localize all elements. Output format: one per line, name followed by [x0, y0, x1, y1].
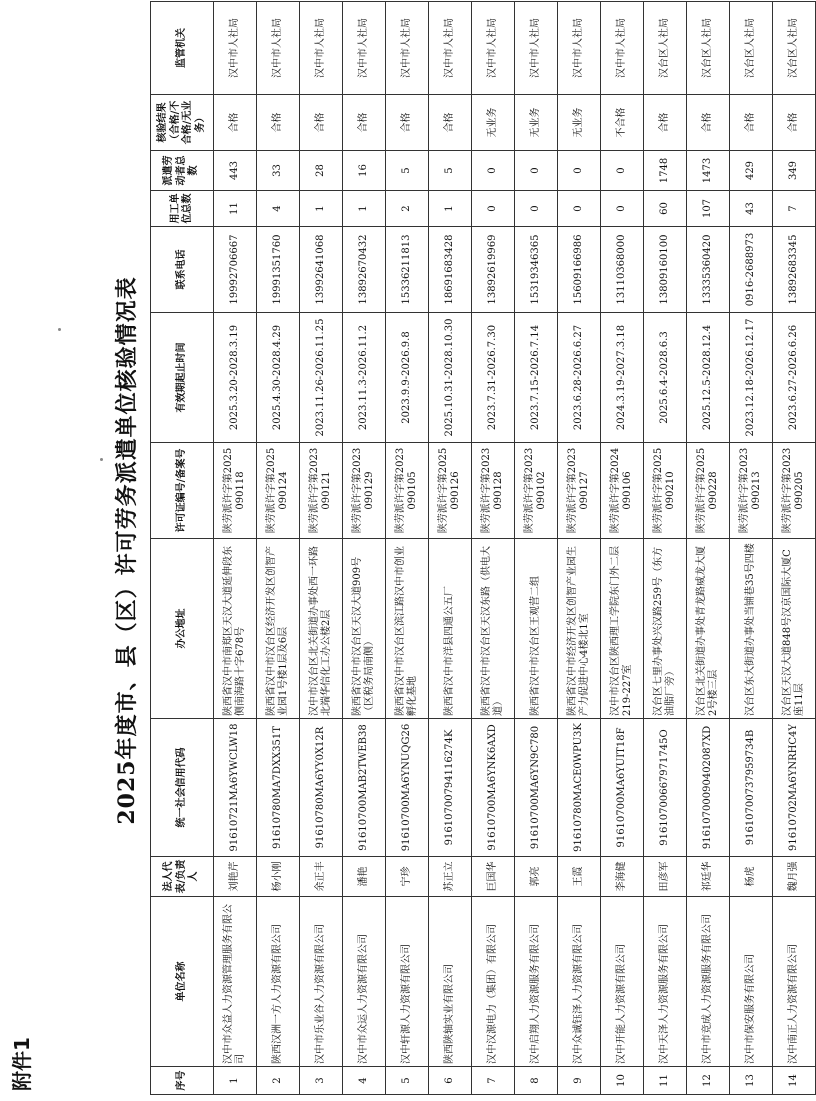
- contact-phone-cell: 13892670432: [343, 227, 386, 313]
- legal-representative-cell: 宁珍: [386, 857, 429, 897]
- unit-name-cell: 汉中市众益人力资源管理服务有限公司: [214, 897, 257, 1067]
- employer-count-cell: 1: [300, 191, 343, 227]
- employer-count-cell: 1: [429, 191, 472, 227]
- supervising-authority-cell: 汉中市人社局: [257, 2, 300, 95]
- header-cell: 序号: [151, 1067, 214, 1095]
- header-cell: 派遣劳动者总数: [151, 151, 214, 191]
- supervising-authority-cell: 汉台区人社局: [687, 2, 730, 95]
- unit-name-cell: 汉中市乐业谷人力资源有限公司: [300, 897, 343, 1067]
- validity-period-cell: 2023.6.27-2026.6.26: [773, 313, 816, 443]
- unit-name-cell: 汉中市保安服务有限公司: [730, 897, 773, 1067]
- credit-code-cell: 91610700MAB2TWEB38: [343, 719, 386, 857]
- legal-representative-cell: 杨小刚: [257, 857, 300, 897]
- table-row: [601, 2, 644, 1095]
- validity-period-cell: 2023.12.18-2026.12.17: [730, 313, 773, 443]
- credit-code-cell: 91610780MA7DXX351T: [257, 719, 300, 857]
- supervising-authority-cell: 汉台区人社局: [773, 2, 816, 95]
- legal-representative-cell: 巨国华: [472, 857, 515, 897]
- contact-phone-cell: 13335360420: [687, 227, 730, 313]
- legal-representative-cell: 杨虎: [730, 857, 773, 897]
- validity-period-cell: 2023.7.31-2026.7.30: [472, 313, 515, 443]
- office-address-cell: 汉台区七里办事处兴汉路259号（东方油脂厂旁）: [644, 539, 687, 719]
- validity-period-cell: 2024.3.19-2027.3.18: [601, 313, 644, 443]
- row-number-cell: 6: [429, 1067, 472, 1095]
- table-row: [558, 2, 601, 1095]
- unit-name-cell: 汉中汉源电力（集团）有限公司: [472, 897, 515, 1067]
- credit-code-cell: 91610700MA6YNUQG26: [386, 719, 429, 857]
- office-address-cell: 陕西省汉中市洋县四通公五厂: [429, 539, 472, 719]
- contact-phone-cell: 18691683428: [429, 227, 472, 313]
- office-address-cell: 陕西省汉中市汉台区王观营二组: [515, 539, 558, 719]
- license-number-cell: 陕劳派许字第2024090106: [601, 443, 644, 539]
- credit-code-cell: 91610780MA6YY0X12R: [300, 719, 343, 857]
- row-number-cell: 11: [644, 1067, 687, 1095]
- employer-count-cell: 60: [644, 191, 687, 227]
- contact-phone-cell: 15319346365: [515, 227, 558, 313]
- license-number-cell: 陕劳派许字第2023090121: [300, 443, 343, 539]
- supervising-authority-cell: 汉中市人社局: [558, 2, 601, 95]
- validity-period-cell: 2023.7.15-2026.7.14: [515, 313, 558, 443]
- credit-code-cell: 91610700794116274K: [429, 719, 472, 857]
- license-number-cell: 陕劳派许字第2023090127: [558, 443, 601, 539]
- table-row: [515, 2, 558, 1095]
- table-row: [644, 2, 687, 1095]
- office-address-cell: 陕西省汉中市南郑区天汉大道延伸段东侧南海路十字678号: [214, 539, 257, 719]
- legal-representative-cell: 余正丰: [300, 857, 343, 897]
- supervising-authority-cell: 汉中市人社局: [601, 2, 644, 95]
- unit-name-cell: 汉中南正人力资源有限公司: [773, 897, 816, 1067]
- unit-name-cell: 汉中市竞成人力资源服务有限公司: [687, 897, 730, 1067]
- table-header-row: [151, 2, 214, 1095]
- contact-phone-cell: 19992706667: [214, 227, 257, 313]
- office-address-cell: 陕西省汉中市汉台区滨江路汉中市创业孵化基地: [386, 539, 429, 719]
- row-number-cell: 12: [687, 1067, 730, 1095]
- dispatched-worker-count-cell: 33: [257, 151, 300, 191]
- dispatched-worker-count-cell: 5: [429, 151, 472, 191]
- unit-name-cell: 汉中轩源人力资源有限公司: [386, 897, 429, 1067]
- table-row: [343, 2, 386, 1095]
- office-address-cell: 陕西省汉中市经济开发区创智产业园生产力促进中心4楼北1室: [558, 539, 601, 719]
- dispatched-worker-count-cell: 0: [601, 151, 644, 191]
- row-number-cell: 1: [214, 1067, 257, 1095]
- supervising-authority-cell: 汉中市人社局: [429, 2, 472, 95]
- row-number-cell: 13: [730, 1067, 773, 1095]
- table-row: [429, 2, 472, 1095]
- header-cell: 单位名称: [151, 897, 214, 1067]
- row-number-cell: 9: [558, 1067, 601, 1095]
- unit-name-cell: 汉中天泽人力资源服务有限公司: [644, 897, 687, 1067]
- validity-period-cell: 2023.6.28-2026.6.27: [558, 313, 601, 443]
- contact-phone-cell: 13892619969: [472, 227, 515, 313]
- header-cell: 联系电话: [151, 227, 214, 313]
- supervising-authority-cell: 汉中市人社局: [300, 2, 343, 95]
- license-number-cell: 陕劳派许字第2023090129: [343, 443, 386, 539]
- credit-code-cell: 91610700MA6YUIT18F: [601, 719, 644, 857]
- unit-name-cell: 汉中开能人力资源有限公司: [601, 897, 644, 1067]
- table-row: [300, 2, 343, 1095]
- office-address-cell: 汉台区北关街道办事处青龙路威龙大厦2号楼三层: [687, 539, 730, 719]
- contact-phone-cell: 13110368000: [601, 227, 644, 313]
- employer-count-cell: 0: [558, 191, 601, 227]
- inspection-table: [150, 1, 816, 1095]
- inspection-result-cell: 合格: [386, 95, 429, 151]
- credit-code-cell: 91610700MA6YN9C780: [515, 719, 558, 857]
- header-cell: 用工单位总数: [151, 191, 214, 227]
- validity-period-cell: 2023.9.9-2026.9.8: [386, 313, 429, 443]
- dispatched-worker-count-cell: 349: [773, 151, 816, 191]
- office-address-cell: 汉台区东大街道办事处当铺巷35号四楼: [730, 539, 773, 719]
- supervising-authority-cell: 汉中市人社局: [214, 2, 257, 95]
- header-cell: 法人代表/负责人: [151, 857, 214, 897]
- attachment-label: 附件1: [10, 1037, 34, 1091]
- inspection-result-cell: 合格: [343, 95, 386, 151]
- legal-representative-cell: 刘艳芹: [214, 857, 257, 897]
- license-number-cell: 陕劳派许字第2023090205: [773, 443, 816, 539]
- license-number-cell: 陕劳派许字第2025090124: [257, 443, 300, 539]
- office-address-cell: 陕西省汉中市汉台区经济开发区创智产业园1号楼1层及6层: [257, 539, 300, 719]
- supervising-authority-cell: 汉中市人社局: [343, 2, 386, 95]
- license-number-cell: 陕劳派许字第2023090105: [386, 443, 429, 539]
- document-title: 2025年度市、县（区）许可劳务派遣单位核验情况表: [114, 276, 140, 825]
- dispatched-worker-count-cell: 5: [386, 151, 429, 191]
- license-number-cell: 陕劳派许字第2023090102: [515, 443, 558, 539]
- credit-code-cell: 91610702MA6YNRHC4Y: [773, 719, 816, 857]
- inspection-result-cell: 合格: [730, 95, 773, 151]
- contact-phone-cell: 13992641068: [300, 227, 343, 313]
- dispatched-worker-count-cell: 0: [472, 151, 515, 191]
- header-cell: 监管机关: [151, 2, 214, 95]
- validity-period-cell: 2023.11.3-2026.11.2: [343, 313, 386, 443]
- inspection-result-cell: 无业务: [472, 95, 515, 151]
- office-address-cell: 汉台区天汉大道848号汉京国际大厦C座11层: [773, 539, 816, 719]
- legal-representative-cell: 魏月强: [773, 857, 816, 897]
- dispatched-worker-count-cell: 429: [730, 151, 773, 191]
- credit-code-cell: 91610700737959734B: [730, 719, 773, 857]
- inspection-result-cell: 合格: [429, 95, 472, 151]
- supervising-authority-cell: 汉中市人社局: [386, 2, 429, 95]
- legal-representative-cell: 祁廷华: [687, 857, 730, 897]
- header-cell: 有效期起止时间: [151, 313, 214, 443]
- inspection-result-cell: 合格: [644, 95, 687, 151]
- row-number-cell: 4: [343, 1067, 386, 1095]
- legal-representative-cell: 潘艳: [343, 857, 386, 897]
- employer-count-cell: 107: [687, 191, 730, 227]
- validity-period-cell: 2025.10.31-2028.10.30: [429, 313, 472, 443]
- supervising-authority-cell: 汉台区人社局: [730, 2, 773, 95]
- license-number-cell: 陕劳派许字第2025090126: [429, 443, 472, 539]
- legal-representative-cell: 苏正立: [429, 857, 472, 897]
- header-cell: 许可证编号/备案号: [151, 443, 214, 539]
- table-row: [472, 2, 515, 1095]
- employer-count-cell: 4: [257, 191, 300, 227]
- header-cell: 统一社会信用代码: [151, 719, 214, 857]
- credit-code-cell: 91610700090402087XD: [687, 719, 730, 857]
- header-cell: 核验结果（合格/不合格/无业务）: [151, 95, 214, 151]
- office-address-cell: 汉中市汉台区北关街道办事处西一环路北端华信化工办公楼2层: [300, 539, 343, 719]
- inspection-result-cell: 无业务: [558, 95, 601, 151]
- legal-representative-cell: 郭亮: [515, 857, 558, 897]
- credit-code-cell: 91610700667971745O: [644, 719, 687, 857]
- unit-name-cell: 汉中启翔人力资源服务有限公司: [515, 897, 558, 1067]
- table-row: [687, 2, 730, 1095]
- validity-period-cell: 2023.11.26-2026.11.25: [300, 313, 343, 443]
- row-number-cell: 7: [472, 1067, 515, 1095]
- table-row: [386, 2, 429, 1095]
- employer-count-cell: 0: [601, 191, 644, 227]
- inspection-result-cell: 合格: [687, 95, 730, 151]
- employer-count-cell: 2: [386, 191, 429, 227]
- row-number-cell: 3: [300, 1067, 343, 1095]
- table-row: [730, 2, 773, 1095]
- validity-period-cell: 2025.6.4-2028.6.3: [644, 313, 687, 443]
- table-row: [773, 2, 816, 1095]
- dispatched-worker-count-cell: 0: [515, 151, 558, 191]
- unit-name-cell: 陕西汉洲一方人力资源有限公司: [257, 897, 300, 1067]
- inspection-result-cell: 无业务: [515, 95, 558, 151]
- credit-code-cell: 91610721MA6YWCLW18: [214, 719, 257, 857]
- row-number-cell: 14: [773, 1067, 816, 1095]
- office-address-cell: 汉中市汉台区陕西理工学院东门外二层219-227室: [601, 539, 644, 719]
- validity-period-cell: 2025.12.5-2028.12.4: [687, 313, 730, 443]
- inspection-result-cell: 合格: [773, 95, 816, 151]
- row-number-cell: 10: [601, 1067, 644, 1095]
- dispatched-worker-count-cell: 443: [214, 151, 257, 191]
- dispatched-worker-count-cell: 1473: [687, 151, 730, 191]
- contact-phone-cell: 15336211813: [386, 227, 429, 313]
- inspection-result-cell: 合格: [214, 95, 257, 151]
- employer-count-cell: 7: [773, 191, 816, 227]
- employer-count-cell: 11: [214, 191, 257, 227]
- legal-representative-cell: 田彦军: [644, 857, 687, 897]
- legal-representative-cell: 王霞: [558, 857, 601, 897]
- contact-phone-cell: 19991351760: [257, 227, 300, 313]
- inspection-result-cell: 不合格: [601, 95, 644, 151]
- employer-count-cell: 1: [343, 191, 386, 227]
- license-number-cell: 陕劳派许字第2025090118: [214, 443, 257, 539]
- license-number-cell: 陕劳派许字第2023090213: [730, 443, 773, 539]
- supervising-authority-cell: 汉台区人社局: [644, 2, 687, 95]
- unit-name-cell: 陕西陕轴实业有限公司: [429, 897, 472, 1067]
- dispatched-worker-count-cell: 0: [558, 151, 601, 191]
- table-body: [214, 2, 816, 1095]
- credit-code-cell: 91610780MACE0WPU3K: [558, 719, 601, 857]
- contact-phone-cell: 13809160100: [644, 227, 687, 313]
- employer-count-cell: 0: [472, 191, 515, 227]
- dispatched-worker-count-cell: 16: [343, 151, 386, 191]
- row-number-cell: 8: [515, 1067, 558, 1095]
- inspection-result-cell: 合格: [300, 95, 343, 151]
- employer-count-cell: 43: [730, 191, 773, 227]
- supervising-authority-cell: 汉中市人社局: [472, 2, 515, 95]
- contact-phone-cell: 15609166986: [558, 227, 601, 313]
- contact-phone-cell: 0916-2688973: [730, 227, 773, 313]
- row-number-cell: 2: [257, 1067, 300, 1095]
- table-row: [214, 2, 257, 1095]
- credit-code-cell: 91610700MA6YNK6AXD: [472, 719, 515, 857]
- validity-period-cell: 2025.4.30-2028.4.29: [257, 313, 300, 443]
- header-cell: 办公地址: [151, 539, 214, 719]
- contact-phone-cell: 13892683345: [773, 227, 816, 313]
- scan-speck: [100, 458, 103, 461]
- license-number-cell: 陕劳派许字第2025090228: [687, 443, 730, 539]
- license-number-cell: 陕劳派许字第2025090210: [644, 443, 687, 539]
- office-address-cell: 陕西省汉中市汉台区天汉大道909号（区税务局南侧）: [343, 539, 386, 719]
- unit-name-cell: 汉中众诚钰泽人力资源有限公司: [558, 897, 601, 1067]
- table-row: [257, 2, 300, 1095]
- employer-count-cell: 0: [515, 191, 558, 227]
- dispatched-worker-count-cell: 28: [300, 151, 343, 191]
- dispatched-worker-count-cell: 1748: [644, 151, 687, 191]
- office-address-cell: 陕西省汉中市汉台区天汉东路（供电大道）: [472, 539, 515, 719]
- inspection-result-cell: 合格: [257, 95, 300, 151]
- row-number-cell: 5: [386, 1067, 429, 1095]
- unit-name-cell: 汉中市众运人力资源有限公司: [343, 897, 386, 1067]
- legal-representative-cell: 李海健: [601, 857, 644, 897]
- supervising-authority-cell: 汉中市人社局: [515, 2, 558, 95]
- validity-period-cell: 2025.3.20-2028.3.19: [214, 313, 257, 443]
- scan-speck: [58, 328, 61, 331]
- license-number-cell: 陕劳派许字第2023090128: [472, 443, 515, 539]
